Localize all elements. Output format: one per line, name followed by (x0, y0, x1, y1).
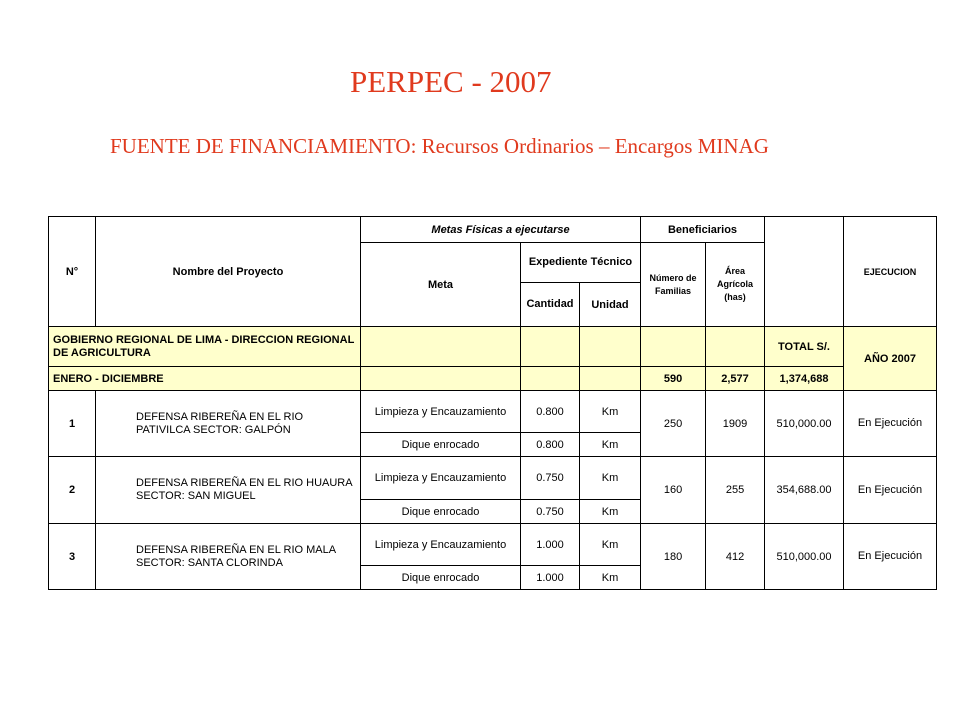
region-empty-cell (641, 327, 706, 367)
period-empty-cell (521, 367, 580, 391)
project-ejecucion: En Ejecución (844, 457, 937, 524)
project-ejecucion: En Ejecución (844, 524, 937, 590)
project-area: 255 (706, 457, 765, 524)
region-empty-cell (580, 327, 641, 367)
header-blank (765, 217, 844, 327)
meta-description: Dique enrocado (361, 433, 521, 457)
funding-source-subtitle: FUENTE DE FINANCIAMIENTO: Recursos Ordinarios – Encargos MINAG (110, 134, 769, 158)
header-expediente: Expediente Técnico (521, 243, 641, 283)
meta-description: Limpieza y Encauzamiento (361, 524, 521, 566)
meta-unidad: Km (580, 457, 641, 500)
meta-unidad: Km (580, 566, 641, 590)
meta-unidad: Km (580, 500, 641, 524)
region-empty-cell (521, 327, 580, 367)
header-ejecucion: EJECUCION (844, 217, 937, 327)
region-row-label: GOBIERNO REGIONAL DE LIMA - DIRECCION REGIONAL DE AGRICULTURA (49, 327, 361, 367)
project-name: DEFENSA RIBEREÑA EN EL RIO PATIVILCA SECTOR: GALPÓN (96, 391, 361, 457)
project-name: DEFENSA RIBEREÑA EN EL RIO HUAURA SECTOR: SAN MIGUEL (96, 457, 361, 524)
project-area: 412 (706, 524, 765, 590)
header-unidad: Unidad (580, 283, 641, 327)
meta-unidad: Km (580, 524, 641, 566)
header-beneficiarios: Beneficiarios (641, 217, 765, 243)
region-empty-cell (361, 327, 521, 367)
meta-cantidad: 1.000 (521, 566, 580, 590)
meta-description: Limpieza y Encauzamiento (361, 457, 521, 500)
meta-cantidad: 0.800 (521, 391, 580, 433)
project-name: DEFENSA RIBEREÑA EN EL RIO MALA SECTOR: SANTA CLORINDA (96, 524, 361, 590)
region-year: AÑO 2007 (844, 327, 937, 391)
header-n: N° (49, 217, 96, 327)
project-familias: 180 (641, 524, 706, 590)
meta-description: Dique enrocado (361, 566, 521, 590)
project-familias: 160 (641, 457, 706, 524)
meta-cantidad: 0.750 (521, 457, 580, 500)
projects-table (48, 216, 937, 590)
meta-description: Dique enrocado (361, 500, 521, 524)
meta-cantidad: 0.750 (521, 500, 580, 524)
header-cantidad: Cantidad (521, 283, 580, 327)
project-area: 1909 (706, 391, 765, 457)
region-total-label: TOTAL S/. (765, 327, 844, 367)
project-monto: 510,000.00 (765, 391, 844, 457)
meta-description: Limpieza y Encauzamiento (361, 391, 521, 433)
header-area: Área Agrícola (has) (706, 243, 765, 327)
meta-unidad: Km (580, 433, 641, 457)
header-meta: Meta (361, 243, 521, 327)
meta-cantidad: 0.800 (521, 433, 580, 457)
period-area: 2,577 (706, 367, 765, 391)
meta-cantidad: 1.000 (521, 524, 580, 566)
meta-unidad: Km (580, 391, 641, 433)
period-empty-cell (361, 367, 521, 391)
period-total: 1,374,688 (765, 367, 844, 391)
header-numero-familias: Número de Familias (641, 243, 706, 327)
header-metas: Metas Físicas a ejecutarse (361, 217, 641, 243)
period-row-label: ENERO - DICIEMBRE (49, 367, 361, 391)
project-number: 1 (49, 391, 96, 457)
project-monto: 354,688.00 (765, 457, 844, 524)
header-nombre: Nombre del Proyecto (96, 217, 361, 327)
project-number: 2 (49, 457, 96, 524)
project-ejecucion: En Ejecución (844, 391, 937, 457)
region-empty-cell (706, 327, 765, 367)
period-empty-cell (580, 367, 641, 391)
project-familias: 250 (641, 391, 706, 457)
page-title: PERPEC - 2007 (350, 64, 552, 99)
project-monto: 510,000.00 (765, 524, 844, 590)
project-number: 3 (49, 524, 96, 590)
period-familias: 590 (641, 367, 706, 391)
